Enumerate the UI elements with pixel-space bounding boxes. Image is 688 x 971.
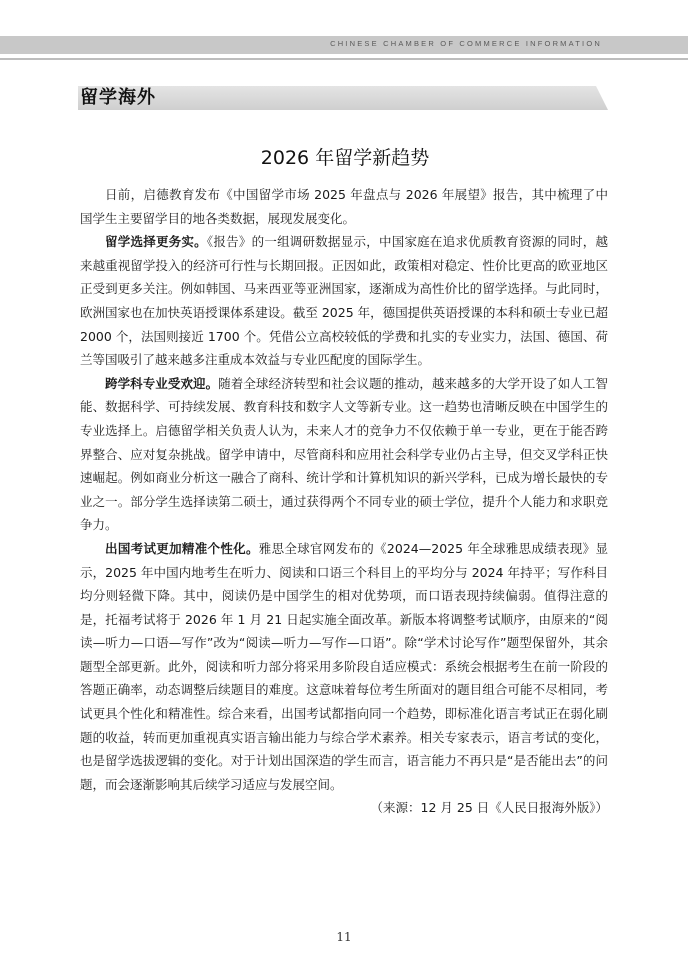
paragraph-body-practical-choice: 《报告》的一组调研数据显示，中国家庭在追求优质教育资源的同时，越来越重视留学投入的经济可行性与长期回报。正因如此，政策相对稳定、性价比更高的欧亚地区正受到更多关注。例如韩国、马来西亚等亚洲国家，逐渐成为高性价比的留学选择。与此同时，欧洲国家也在加快英语授课体系建设。截至 2025 年，德国提供英语授课的本科和硕士专业已超 2000 个，法国则接近 1700 个。凭借公立高校较低的学费和扎实的专业实力，法国、德国、荷兰等国吸引了越来越多注重成本效益与专业匹配度的国际学生。 [80, 234, 608, 368]
intro-text: 日前，启德教育发布《中国留学市场 2025 年盘点与 2026 年展望》报告，其中梳理了中国学生主要留学目的地各类数据，展现发展变化。 [80, 187, 608, 226]
paragraph-lead-exams: 出国考试更加精准个性化。 [105, 540, 259, 556]
source-note: （来源：12 月 25 日《人民日报海外版》） [370, 800, 608, 816]
paragraph-lead-practical-choice: 留学选择更务实。 [105, 234, 207, 250]
page-number: 11 [336, 930, 352, 944]
intro-paragraph [80, 183, 608, 230]
header-divider [0, 58, 688, 60]
paragraph-body-exams: 雅思全球官网发布的《2024—2025 年全球雅思成绩表现》显示，2025 年中国内地考生在听力、阅读和口语三个科目上的平均分与 2024 年持平；写作科目均分则轻微下降。其中，阅读仍是中国学生的相对优势项，而口语表现持续偏弱。值得注意的是，托福考试将于 2026 年 1 月 21 日起实施全面改革。新版本将调整考试顺序，由原来的“阅读—听力—口语—写作”改为“阅读—听力—写作—口语”。除“学术讨论写作”题型保留外，其余题型全部更新。此外，阅读和听力部分将采用多阶段自适应模式：系统会根据考生在前一阶段的答题正确率，动态调整后续题目的难度。这意味着每位考生所面对的题目组合可能不尽相同，考试更具个性化和精准性。综合来看，出国考试都指向同一个趋势，即标准化语言考试正在弱化刷题的收益，转而更加重视真实语言输出能力与综合学术素养。相关专家表示，语言考试的变化，也是留学选拔逻辑的变化。对于计划出国深造的学生而言，语言能力不再只是“是否能出去”的问题，而会逐渐影响其后续学习适应与发展空间。 [80, 540, 608, 792]
section-title: 留学海外 [80, 87, 156, 108]
article-title: 2026 年留学新趋势 [260, 147, 430, 169]
paragraph-interdisciplinary [80, 372, 608, 537]
article-body [80, 183, 608, 820]
section-banner [78, 86, 608, 110]
paragraph-practical-choice [80, 230, 608, 372]
paragraph-body-interdisciplinary: 随着全球经济转型和社会议题的推动，越来越多的大学开设了如人工智能、数据科学、可持续发展、教育科技和数字人文等新专业。这一趋势也清晰反映在中国学生的专业选择上。启德留学相关负责人认为，未来人才的竞争力不仅依赖于单一专业，更在于能否跨界整合、应对复杂挑战。留学申请中，尽管商科和应用社会科学专业仍占主导，但交叉学科正快速崛起。例如商业分析这一融合了商科、统计学和计算机知识的新兴学科，已成为增长最快的专业之一。部分学生选择读第二硕士，通过获得两个不同专业的硕士学位，提升个人能力和求职竞争力。 [80, 375, 608, 533]
paragraph-exams [80, 537, 608, 797]
paragraph-lead-interdisciplinary: 跨学科专业受欢迎。 [105, 375, 219, 391]
header-band-text: CHINESE CHAMBER OF COMMERCE INFORMATION [330, 39, 602, 48]
header-band [0, 36, 688, 54]
